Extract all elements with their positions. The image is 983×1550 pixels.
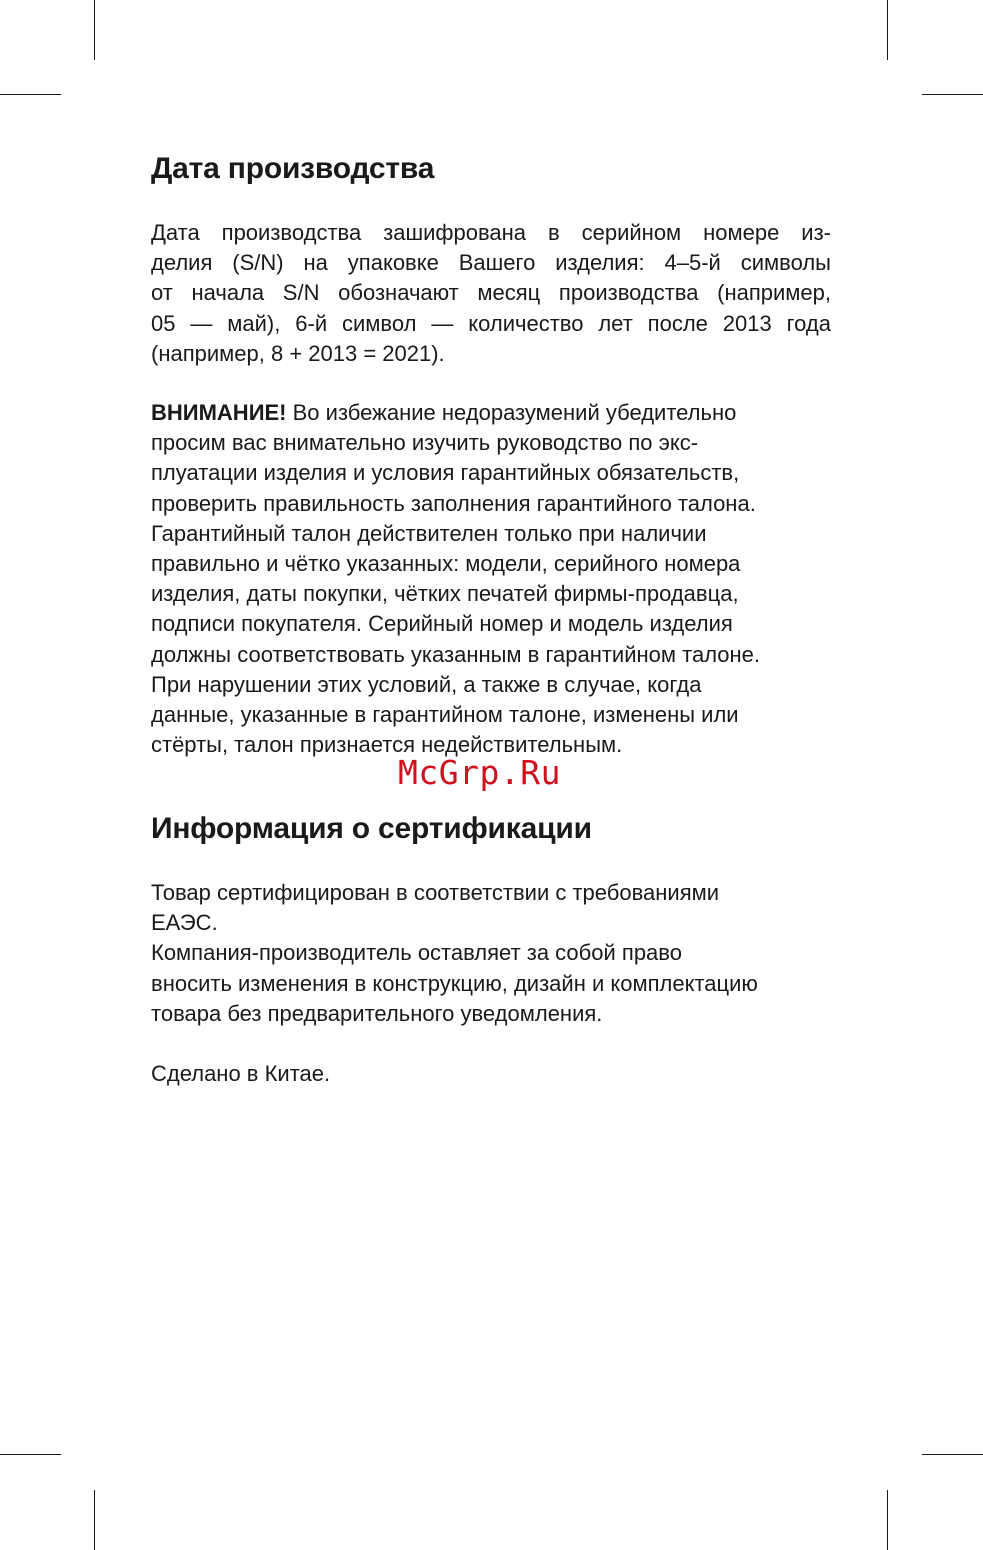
production-date-paragraph	[151, 218, 831, 369]
made-in-text: Сделано в Китае.	[151, 1061, 331, 1086]
crop-mark	[887, 0, 888, 60]
text-line: вносить изменения в конструкцию, дизайн и комплектацию	[151, 970, 758, 996]
warning-label: ВНИМАНИЕ!	[151, 400, 287, 425]
text-line: (например, 8 + 2013 = 2021).	[151, 340, 445, 366]
text-line: товара без предварительного уведомления.	[151, 1000, 603, 1026]
crop-mark	[922, 1454, 983, 1455]
section-title-certification: Информация о сертификации	[151, 812, 592, 845]
warning-paragraph	[151, 398, 831, 760]
text-line: изделия, даты покупки, чётких печатей фирмы-продавца,	[151, 581, 739, 607]
text-line	[151, 398, 831, 428]
crop-mark	[94, 0, 95, 60]
text-line: от начала S/N обозначают месяц производства (например,	[151, 280, 831, 306]
watermark: McGrp.Ru	[398, 753, 561, 792]
text-line: 05 — май), 6-й символ — количество лет после 2013 года	[151, 310, 831, 336]
text-line: должны соответствовать указанным в гарантийном талоне.	[151, 641, 761, 667]
text-line: проверить правильность заполнения гарантийного талона.	[151, 490, 756, 516]
text-line: Компания-производитель оставляет за собой право	[151, 940, 682, 966]
text-line: Гарантийный талон действителен только при наличии	[151, 520, 707, 546]
text-line: плуатации изделия и условия гарантийных обязательств,	[151, 460, 740, 486]
crop-mark	[0, 94, 61, 95]
text-line: правильно и чётко указанных: модели, серийного номера	[151, 551, 741, 577]
text-line: делия (S/N) на упаковке Вашего изделия: 4–5-й символы	[151, 250, 831, 276]
text-line: Товар сертифицирован в соответствии с требованиями	[151, 880, 720, 905]
crop-mark	[922, 94, 983, 95]
text-line: Дата производства зашифрована в серийном номере из-	[151, 220, 831, 245]
text-line: просим вас внимательно изучить руководство по экс-	[151, 430, 699, 456]
crop-mark	[94, 1490, 95, 1550]
text-line: данные, указанные в гарантийном талоне, изменены или	[151, 702, 739, 728]
warning-text: Во избежание недоразумений убедительно	[286, 400, 737, 425]
text-line: ЕАЭС.	[151, 910, 218, 936]
section-title-production-date: Дата производства	[151, 152, 435, 185]
text-line: подписи покупателя. Серийный номер и модель изделия	[151, 611, 733, 637]
crop-mark	[0, 1454, 61, 1455]
certification-paragraph	[151, 878, 831, 1029]
text-line: При нарушении этих условий, а также в случае, когда	[151, 671, 702, 697]
text-line: стёрты, талон признается недействительным.	[151, 732, 623, 758]
crop-mark	[887, 1490, 888, 1550]
